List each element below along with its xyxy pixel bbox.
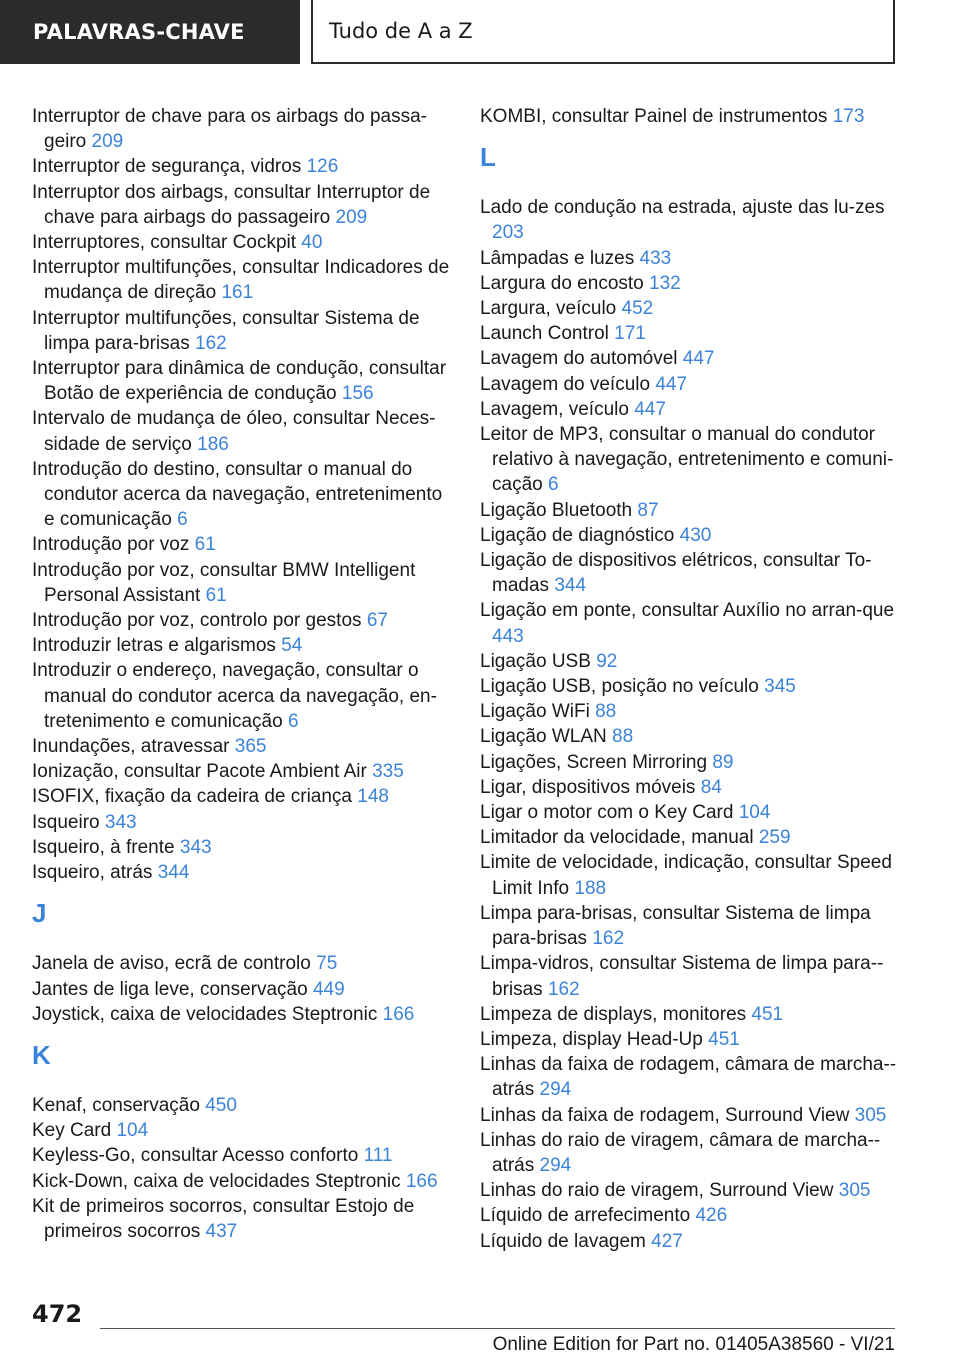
index-entry <box>32 558 452 608</box>
page-reference-link[interactable]: 88 <box>595 701 617 723</box>
page-reference-link[interactable]: 449 <box>312 978 345 1000</box>
page-reference-link[interactable]: 447 <box>655 373 688 395</box>
page-reference-link[interactable]: 89 <box>712 751 734 773</box>
page-reference-link[interactable]: 173 <box>832 106 865 127</box>
index-letter-heading: J <box>32 898 47 929</box>
index-entry-text: Key Card <box>32 1120 112 1142</box>
index-entry-text: Limite de velocidade, indicação, consultar Speed Limit Info <box>480 852 892 899</box>
page-reference-link[interactable]: 451 <box>708 1028 740 1050</box>
index-entry <box>32 1194 452 1244</box>
index-column-left <box>32 104 452 1244</box>
index-entry-text: Ligação de diagnóstico <box>480 524 675 546</box>
index-entry <box>480 1203 900 1228</box>
page-reference-link[interactable]: 452 <box>621 298 654 320</box>
index-entry <box>480 1027 900 1052</box>
index-entry <box>480 825 900 850</box>
index-entry-text: Ligar, dispositivos móveis <box>480 776 696 798</box>
section-title: PALAVRAS-CHAVE <box>33 20 245 44</box>
index-entry <box>480 598 900 648</box>
index-entry <box>480 1128 900 1178</box>
index-entry-text: Ligar o motor com o Key Card <box>480 802 734 824</box>
index-entry-text: Leitor de MP3, consultar o manual do condutor relativo à navegação, entretenimento e comuni‐cação <box>480 424 894 496</box>
index-entry <box>480 850 900 900</box>
page-reference-link[interactable]: 6 <box>547 474 559 496</box>
page-reference-link[interactable]: 451 <box>751 1003 784 1025</box>
index-entry <box>32 759 452 784</box>
index-entry-text: Limpeza de displays, monitores <box>480 1003 747 1025</box>
index-entry <box>32 1118 452 1143</box>
index-entry-text: Líquido de arrefecimento <box>480 1205 691 1227</box>
page-reference-link[interactable]: 365 <box>234 736 267 758</box>
index-entry <box>480 372 900 397</box>
page-reference-link[interactable]: 166 <box>405 1170 438 1192</box>
index-entry <box>32 835 452 860</box>
page-reference-link[interactable]: 67 <box>366 610 388 632</box>
index-entry <box>32 633 452 658</box>
page-reference-link[interactable]: 343 <box>179 836 212 858</box>
index-entry-text: Limitador da velocidade, manual <box>480 827 754 849</box>
page-reference-link[interactable]: 61 <box>194 534 216 556</box>
index-entry <box>32 406 452 456</box>
index-entry-text: Linhas do raio de viragem, câmara de marcha‐-atrás <box>480 1129 881 1176</box>
index-entry <box>480 548 900 598</box>
index-entry-text: Interruptor de segurança, vidros <box>32 156 302 178</box>
footer-divider <box>100 1328 895 1329</box>
page-reference-link[interactable]: 75 <box>316 953 338 975</box>
index-entry-text: Introduzir o endereço, navegação, consultar o manual do condutor acerca da navegação, en‐tretenimento e comunicação <box>32 660 437 732</box>
page-reference-link[interactable]: 88 <box>612 726 634 748</box>
index-entry-text: Keyless-Go, consultar Acesso conforto <box>32 1145 359 1167</box>
index-entry-text: Isqueiro <box>32 811 100 833</box>
page-reference-link[interactable]: 437 <box>205 1220 238 1242</box>
index-entry-text: Limpa para-brisas, consultar Sistema de limpa para-brisas <box>480 902 871 950</box>
index-entry <box>32 977 452 1002</box>
page-reference-link[interactable]: 335 <box>372 761 404 783</box>
index-entry-text: Jantes de liga leve, conservação <box>32 978 308 1000</box>
edition-note: Online Edition for Part no. 01405A38560 - VI/21 <box>492 1334 895 1355</box>
index-entry <box>32 104 452 154</box>
index-entry <box>480 523 900 548</box>
page-reference-link[interactable]: 343 <box>104 811 137 833</box>
page-reference-link[interactable]: 54 <box>281 635 303 657</box>
index-entry <box>32 356 452 406</box>
index-entry <box>480 1052 900 1102</box>
page-reference-link[interactable]: 61 <box>205 584 227 606</box>
index-entry <box>32 180 452 230</box>
index-entry <box>480 195 900 245</box>
page-reference-link[interactable]: 294 <box>539 1079 572 1101</box>
index-entry-text: Ligação USB <box>480 650 591 672</box>
index-entry-text: ISOFIX, fixação da cadeira de criança <box>32 786 352 808</box>
index-entry-text: Lado de condução na estrada, ajuste das lu‐zes <box>480 197 885 219</box>
page-reference-link[interactable]: 259 <box>758 827 791 849</box>
page-reference-link[interactable]: 427 <box>651 1230 683 1252</box>
page-reference-link[interactable]: 126 <box>306 156 339 178</box>
index-letter-heading: L <box>480 142 496 173</box>
index-entry-text: Introdução por voz, consultar BMW Intelligent Personal Assistant <box>32 559 416 606</box>
index-entry <box>480 498 900 523</box>
index-entry <box>32 255 452 305</box>
page-reference-link[interactable]: 188 <box>574 877 607 899</box>
page-reference-link[interactable]: 430 <box>679 524 712 546</box>
index-entry-text: Joystick, caixa de velocidades Steptronic <box>32 1003 378 1025</box>
index-entry-text: Ligação USB, posição no veículo <box>480 676 759 698</box>
index-entry-text: Ionização, consultar Pacote Ambient Air <box>32 761 367 783</box>
index-entry-text: Janela de aviso, ecrã de controlo <box>32 953 311 975</box>
index-entry <box>480 724 900 749</box>
index-entry-text: Líquido de lavagem <box>480 1230 646 1252</box>
index-entry <box>32 154 452 179</box>
page-reference-link[interactable]: 209 <box>91 131 124 153</box>
index-entry <box>32 658 452 734</box>
index-letter-heading: K <box>32 1039 51 1070</box>
index-entry-text: Lâmpadas e luzes <box>480 247 635 269</box>
index-entry <box>480 104 900 129</box>
index-entry-text: Introdução por voz <box>32 534 190 556</box>
index-entry-text: Ligação em ponte, consultar Auxílio no arran‐que <box>480 600 895 622</box>
index-entry-text: Interruptor para dinâmica de condução, consultar Botão de experiência de condução <box>32 358 447 405</box>
section-subtitle: Tudo de A a Z <box>329 19 473 43</box>
index-entry <box>480 346 900 371</box>
index-entry <box>480 800 900 825</box>
index-column-right <box>480 104 900 1254</box>
index-entry <box>32 306 452 356</box>
index-entry-text: Inundações, atravessar <box>32 736 230 758</box>
page-reference-link[interactable]: 162 <box>195 332 227 354</box>
index-entry-text: Largura, veículo <box>480 298 617 320</box>
page-reference-link[interactable]: 161 <box>221 282 254 304</box>
index-entry <box>32 860 452 885</box>
page-reference-link[interactable]: 186 <box>197 433 229 455</box>
index-entry <box>480 271 900 296</box>
index-entry-text: Interruptor dos airbags, consultar Interruptor de chave para airbags do passageiro <box>32 181 431 228</box>
index-entry <box>480 321 900 346</box>
page-reference-link[interactable]: 171 <box>614 323 646 345</box>
index-entry <box>480 397 900 422</box>
index-entry <box>480 1103 900 1128</box>
page-reference-link[interactable]: 6 <box>287 710 299 732</box>
page-reference-link[interactable]: 305 <box>838 1180 871 1202</box>
index-entry-text: Ligação WLAN <box>480 726 607 748</box>
index-entry <box>480 1002 900 1027</box>
page-reference-link[interactable]: 447 <box>634 398 666 420</box>
page-reference-link[interactable]: 104 <box>116 1120 149 1142</box>
index-entry <box>480 1178 900 1203</box>
page-reference-link[interactable]: 443 <box>492 625 524 647</box>
page-reference-link[interactable]: 104 <box>738 802 771 824</box>
index-entry <box>32 457 452 533</box>
page-reference-link[interactable]: 294 <box>539 1154 572 1176</box>
index-entry <box>32 230 452 255</box>
index-entry-text: Largura do encosto <box>480 272 644 294</box>
index-entry-text: Kenaf, conservação <box>32 1094 200 1116</box>
index-entry <box>32 608 452 633</box>
index-entry-text: Intervalo de mudança de óleo, consultar Neces‐sidade de serviço <box>32 408 436 455</box>
page-reference-link[interactable]: 92 <box>596 650 618 672</box>
index-entry-text: Lavagem do automóvel <box>480 348 678 370</box>
index-entry-text: Ligação de dispositivos elétricos, consultar To‐madas <box>480 550 872 597</box>
index-entry-text: Lavagem, veículo <box>480 398 629 420</box>
page-reference-link[interactable]: 84 <box>700 776 722 798</box>
index-entry-text: Interruptores, consultar Cockpit <box>32 232 297 254</box>
page-reference-link[interactable]: 148 <box>357 786 389 808</box>
index-entry <box>32 1093 452 1118</box>
page-reference-link[interactable]: 87 <box>637 499 659 521</box>
page-reference-link[interactable]: 162 <box>592 928 625 950</box>
page-reference-link[interactable]: 40 <box>301 232 323 254</box>
index-entry-text: Linhas da faixa de rodagem, câmara de marcha‐-atrás <box>480 1054 897 1101</box>
index-entry <box>32 951 452 976</box>
index-entry-text: Interruptor multifunções, consultar Sistema de limpa para-brisas <box>32 307 420 354</box>
index-entry-text: Interruptor multifunções, consultar Indicadores de mudança de direção <box>32 257 450 304</box>
index-entry <box>32 1143 452 1168</box>
page-reference-link[interactable]: 450 <box>205 1094 237 1116</box>
subtitle-tab <box>311 0 895 64</box>
index-entry <box>480 246 900 271</box>
index-entry-text: Isqueiro, atrás <box>32 862 153 884</box>
index-entry <box>480 951 900 1001</box>
index-entry-text: Introdução por voz, controlo por gestos <box>32 610 362 632</box>
index-entry <box>32 784 452 809</box>
page-reference-link[interactable]: 344 <box>554 575 587 597</box>
index-entry <box>480 750 900 775</box>
index-entry-text: Lavagem do veículo <box>480 373 651 395</box>
index-entry <box>32 810 452 835</box>
index-entry <box>480 1229 900 1254</box>
index-entry-text: KOMBI, consultar Painel de instrumentos <box>480 106 828 127</box>
index-entry <box>32 1169 452 1194</box>
index-entry <box>32 532 452 557</box>
index-entry-text: Ligação WiFi <box>480 701 590 723</box>
index-entry-text: Ligações, Screen Mirroring <box>480 751 708 773</box>
index-entry-text: Isqueiro, à frente <box>32 836 175 858</box>
section-tab <box>0 0 300 64</box>
index-entry <box>480 422 900 498</box>
index-entry-text: Ligação Bluetooth <box>480 499 633 521</box>
index-entry-text: Kick-Down, caixa de velocidades Steptronic <box>32 1170 401 1192</box>
index-entry-text: Interruptor de chave para os airbags do passa‐geiro <box>32 106 428 153</box>
page-reference-link[interactable]: 305 <box>854 1104 887 1126</box>
index-entry-text: Limpa-vidros, consultar Sistema de limpa para‐-brisas <box>480 953 884 1000</box>
index-entry-text: Linhas do raio de viragem, Surround View <box>480 1180 834 1202</box>
index-entry <box>480 674 900 699</box>
page-reference-link[interactable]: 433 <box>639 247 672 269</box>
page-reference-link[interactable]: 111 <box>363 1145 393 1167</box>
index-entry-text: Launch Control <box>480 323 609 345</box>
page-reference-link[interactable]: 132 <box>649 272 681 294</box>
index-entry <box>32 734 452 759</box>
page-number: 472 <box>32 1300 83 1328</box>
index-entry-text: Kit de primeiros socorros, consultar Estojo de primeiros socorros <box>32 1195 415 1242</box>
page-reference-link[interactable]: 344 <box>157 862 190 884</box>
index-entry <box>480 296 900 321</box>
page-reference-link[interactable]: 209 <box>335 206 368 228</box>
index-entry <box>480 901 900 951</box>
page-reference-link[interactable]: 156 <box>341 383 374 405</box>
page-reference-link[interactable]: 203 <box>492 222 524 244</box>
index-entry <box>32 1002 452 1027</box>
index-entry <box>480 699 900 724</box>
page-reference-link[interactable]: 6 <box>177 509 188 531</box>
page-reference-link[interactable]: 162 <box>547 978 580 1000</box>
index-entry-text: Introdução do destino, consultar o manual do condutor acerca da navegação, entretenimento e comunicação <box>32 458 443 531</box>
index-entry <box>480 775 900 800</box>
index-entry-text: Introduzir letras e algarismos <box>32 635 276 657</box>
index-entry-text: Limpeza, display Head-Up <box>480 1028 703 1050</box>
page-reference-link[interactable]: 345 <box>764 676 796 698</box>
page-reference-link[interactable]: 447 <box>682 348 715 370</box>
index-entry <box>480 649 900 674</box>
page-reference-link[interactable]: 426 <box>695 1205 728 1227</box>
page-reference-link[interactable]: 166 <box>382 1003 415 1025</box>
index-entry-text: Linhas da faixa de rodagem, Surround View <box>480 1104 850 1126</box>
